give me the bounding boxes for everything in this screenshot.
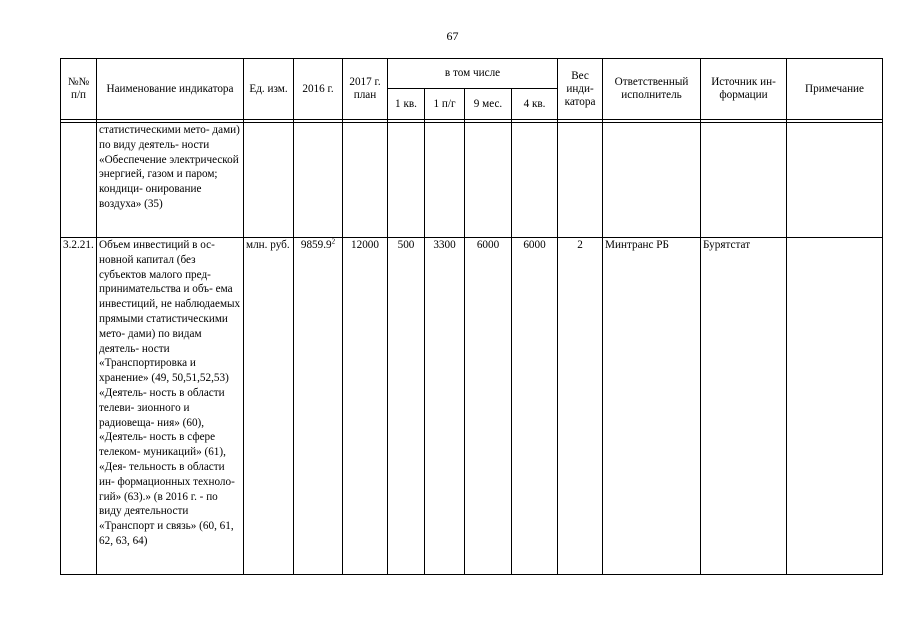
header-unit: Ед. изм. [244,59,294,120]
row-num [61,123,97,238]
row-2017-plan: 12000 [343,238,388,575]
row-responsible: Минтранс РБ [603,238,701,575]
row-weight [558,123,603,238]
header-9-months: 9 мес. [465,89,512,120]
header-source: Источник ин- формации [701,59,787,120]
row-indicator-name: статистическими мето- дами) по виду деятель- ности «Обеспечение электрической энергией, газом и паром; кондици- онирование воздуха» (35) [97,123,244,238]
row-source: Бурятстат [701,238,787,575]
header-h1: 1 п/г [425,89,465,120]
row-indicator-name: Объем инвестиций в ос- новной капитал (без субъектов малого пред- принимательства и объ- ема инвестиций, не наблюдаемых прямыми статистическими мето- дами) по видам деятель- ности «Транспортировка и хранение» (49, 50,51,52,53) «Деятель- ность в области телеви- зионного и радиовеща- ния» (60), «Деятель- ность в сфере телеком- муникаций» (61), «Дея- тельность в области ин- формационных техноло- гий» (63).» (в 2016 г. - по виду деятельности «Транспорт и связь» (60, 61, 62, 63, 64) [97,238,244,575]
row-note [787,238,883,575]
row-h1: 3300 [425,238,465,575]
row-responsible [603,123,701,238]
header-2017-plan: 2017 г. план [343,59,388,120]
row-source [701,123,787,238]
page-number: 67 [446,29,459,43]
header-q1: 1 кв. [388,89,425,120]
row-q4 [512,123,558,238]
header-q4: 4 кв. [512,89,558,120]
row-9-months [465,123,512,238]
header-responsible: Ответственный исполнитель [603,59,701,120]
row-unit: млн. руб. [244,238,294,575]
row-2016 [294,238,343,575]
row-q4: 6000 [512,238,558,575]
header-name: Наименование индикатора [97,59,244,120]
row-q1: 500 [388,238,425,575]
row-h1 [425,123,465,238]
row-2016-value: 9859.9 [300,239,332,251]
indicators-table [60,58,883,575]
row-note [787,123,883,238]
header-note: Примечание [787,59,883,120]
header-weight: Вес инди- катора [558,59,603,120]
row-q1 [388,123,425,238]
table-row [61,123,883,238]
footnote-marker: 2 [331,237,336,246]
table-row [61,238,883,575]
row-2016 [294,123,343,238]
row-weight: 2 [558,238,603,575]
row-9-months: 6000 [465,238,512,575]
row-2017-plan [343,123,388,238]
header-2016: 2016 г. [294,59,343,120]
row-unit [244,123,294,238]
header-including: в том числе [388,59,558,89]
row-num: 3.2.21. [61,238,97,575]
header-num: №№ п/п [61,59,97,120]
